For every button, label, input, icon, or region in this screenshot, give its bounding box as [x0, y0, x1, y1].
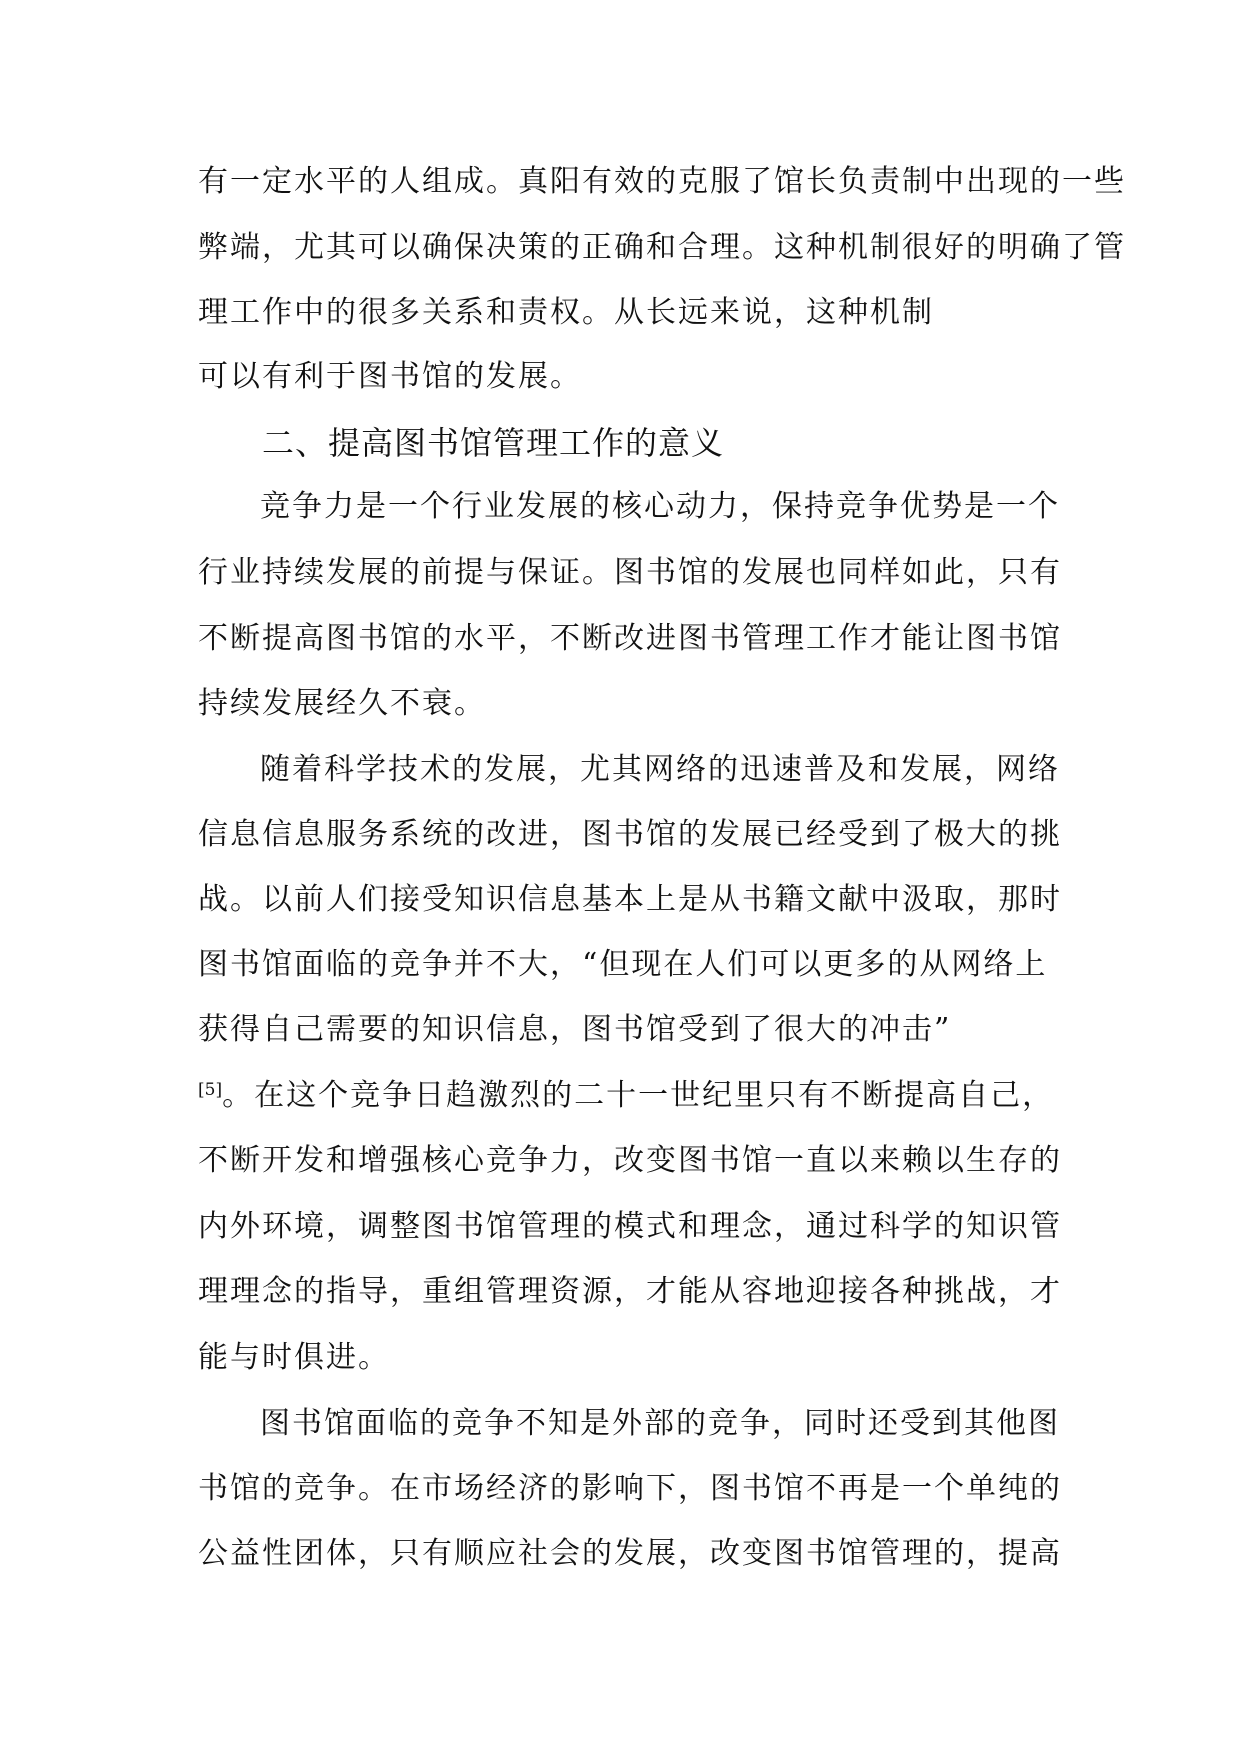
- paragraph-1-line-4: 可以有利于图书馆的发展。: [198, 359, 582, 394]
- section-heading: 二、提高图书馆管理工作的意义: [262, 424, 725, 462]
- paragraph-3-line-5: 获得自己需要的知识信息，图书馆受到了很大的冲击”: [198, 1012, 952, 1047]
- paragraph-3-line-8: 内外环境，调整图书馆管理的模式和理念，通过科学的知识管: [198, 1209, 1062, 1244]
- paragraph-2-line-1: 竞争力是一个行业发展的核心动力，保持竞争优势是一个: [260, 489, 1060, 524]
- paragraph-2-line-4: 持续发展经久不衰。: [198, 686, 486, 721]
- paragraph-2-line-3: 不断提高图书馆的水平，不断改进图书管理工作才能让图书馆: [198, 621, 1062, 656]
- citation-line-text: 。在这个竞争日趋激烈的二十一世纪里只有不断提高自己，: [222, 1078, 1055, 1113]
- paragraph-3-line-2: 信息信息服务系统的改进，图书馆的发展已经受到了极大的挑: [198, 817, 1062, 852]
- paragraph-4-line-2: 书馆的竞争。在市场经济的影响下，图书馆不再是一个单纯的: [198, 1471, 1062, 1506]
- paragraph-3-line-7: 不断开发和增强核心竞争力，改变图书馆一直以来赖以生存的: [198, 1143, 1062, 1178]
- paragraph-1-line-1: 有一定水平的人组成。真阳有效的克服了馆长负责制中出现的一些: [198, 164, 1126, 199]
- paragraph-4-line-1: 图书馆面临的竞争不知是外部的竞争，同时还受到其他图: [260, 1406, 1060, 1441]
- citation-reference: [5]: [198, 1080, 223, 1100]
- paragraph-3-line-9: 理理念的指导，重组管理资源，才能从容地迎接各种挑战，才: [198, 1274, 1062, 1309]
- paragraph-3-citation-line: [198, 1076, 1054, 1120]
- paragraph-3-line-10: 能与时俱进。: [198, 1340, 390, 1375]
- paragraph-3-line-1: 随着科学技术的发展，尤其网络的迅速普及和发展，网络: [260, 752, 1060, 787]
- paragraph-1-line-3: 理工作中的很多关系和责权。从长远来说，这种机制: [198, 295, 934, 330]
- paragraph-3-line-4: 图书馆面临的竞争并不大，“但现在人们可以更多的从网络上: [198, 947, 1048, 982]
- paragraph-3-line-3: 战。以前人们接受知识信息基本上是从书籍文献中汲取，那时: [198, 882, 1062, 917]
- paragraph-2-line-2: 行业持续发展的前提与保证。图书馆的发展也同样如此，只有: [198, 555, 1062, 590]
- paragraph-4-line-3: 公益性团体，只有顺应社会的发展，改变图书馆管理的，提高: [198, 1536, 1062, 1571]
- paragraph-1-line-2: 弊端，尤其可以确保决策的正确和合理。这种机制很好的明确了管: [198, 230, 1126, 265]
